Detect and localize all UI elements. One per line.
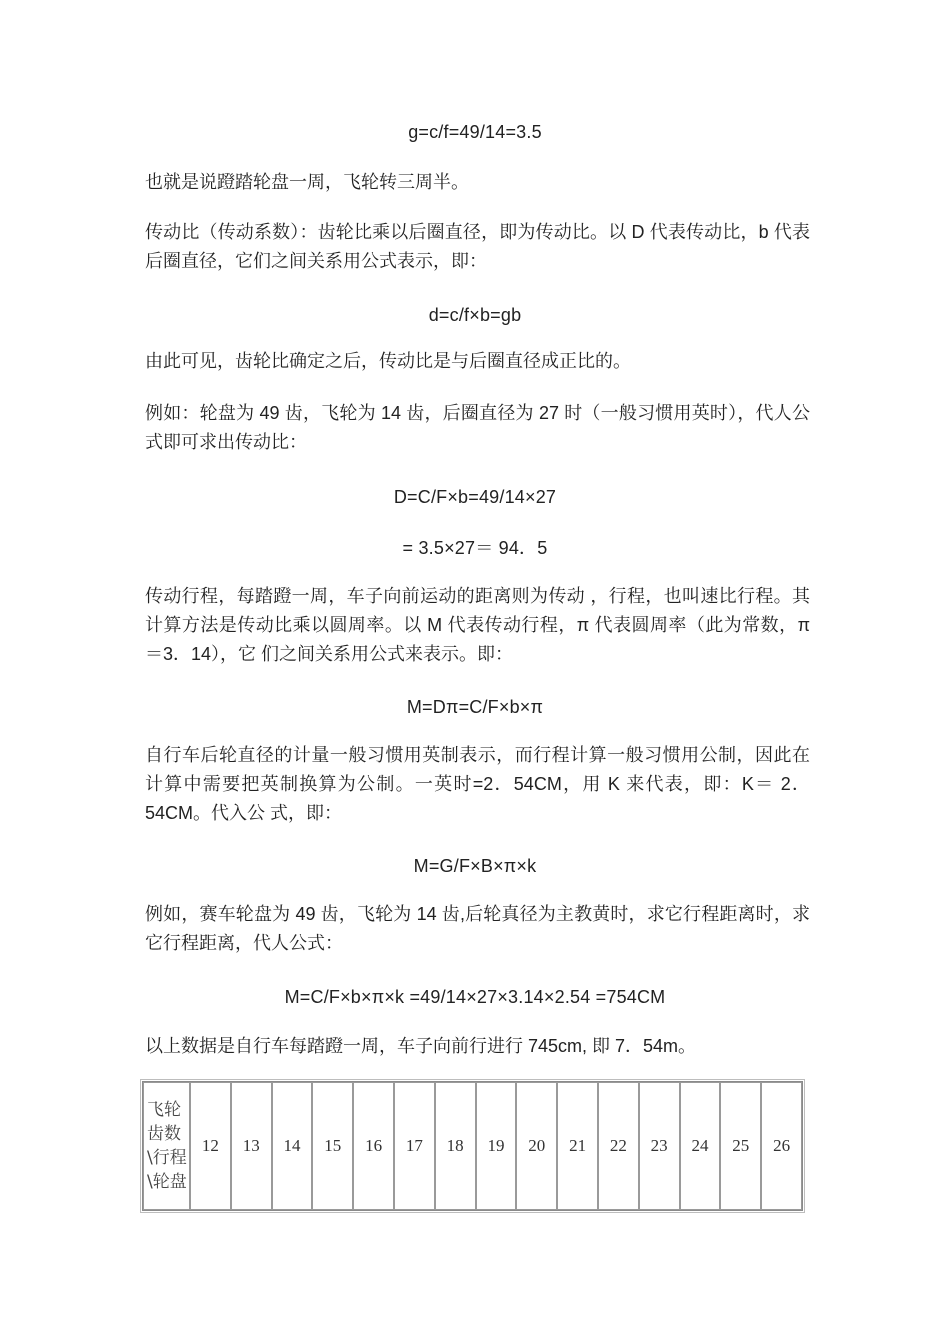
- formula-transmission-ratio: d=c/f×b=gb: [428, 305, 522, 325]
- paragraph-pedal-explanation: 也就是说蹬踏轮盘一周，飞轮转三周半。: [145, 172, 469, 192]
- table-cell: 23: [639, 1082, 680, 1210]
- formula-example-1b: = 3.5×27＝ 94．5: [402, 538, 548, 558]
- paragraph-proportional: 由此可见，齿轮比确定之后，传动比是与后圈直径成正比的。: [145, 351, 631, 371]
- paragraph-unit-conversion: 自行车后轮直径的计量一般习惯用英制表示，而行程计算一般习惯用公制，因此在计算中需要把英制换算为公制。一英时=2．54CM，用 K 来代表，即：K＝ 2．54CM。代入公 式，即：: [145, 745, 810, 823]
- paragraph-example-2: 例如，赛车轮盘为 49 齿，飞轮为 14 齿,后轮真径为主教黄时，求它行程距离时，求它行程距离，代人公式：: [145, 904, 810, 953]
- paragraph-transmission-ratio: 传动比（传动系数）：齿轮比乘以后圈直径，即为传动比。以 D 代表传动比，b 代表后圈直径，它们之间关系用公式表示，即：: [145, 222, 810, 271]
- formula-example-2: M=C/F×b×π×k =49/14×27×3.14×2.54 =754CM: [284, 987, 666, 1007]
- table-cell: 25: [720, 1082, 761, 1210]
- table-cell: 21: [557, 1082, 598, 1210]
- formula-example-1a: D=C/F×b=49/14×27: [393, 487, 557, 507]
- table-cell: 22: [598, 1082, 639, 1210]
- table-cell: 26: [761, 1082, 802, 1210]
- table-cell: 13: [231, 1082, 272, 1210]
- formula-gear-ratio: g=c/f=49/14=3.5: [408, 122, 542, 142]
- paragraph-transmission-travel: 传动行程，每踏蹬一周，车子向前运动的距离则为传动 ，行程，也叫速比行程。其计算方法是传动比乘以圆周率。以 M 代表传动行程，π 代表圆周率（此为常数，π＝3．14），它 们之间关系用公式来表示。即：: [145, 586, 810, 664]
- table-cell: 14: [272, 1082, 313, 1210]
- table-cell: 16: [353, 1082, 394, 1210]
- paragraph-result: 以上数据是自行车每踏蹬一周，车子向前行进行 745cm, 即 7．54m。: [145, 1036, 697, 1056]
- table-header-cell: 飞轮齿数\行程\轮盘: [143, 1082, 190, 1210]
- formula-travel: M=Dπ=C/F×b×π: [406, 697, 544, 717]
- gear-travel-table: [142, 1081, 803, 1211]
- table-cell: 20: [516, 1082, 557, 1210]
- table-cell: 24: [680, 1082, 721, 1210]
- table-cell: 15: [312, 1082, 353, 1210]
- table-cell: 18: [435, 1082, 476, 1210]
- table-cell: 12: [190, 1082, 231, 1210]
- table-cell: 19: [476, 1082, 517, 1210]
- table-row: [143, 1082, 802, 1210]
- paragraph-example-1: 例如：轮盘为 49 齿，飞轮为 14 齿，后圈直径为 27 时（一般习惯用英时），代人公式即可求出传动比：: [145, 403, 810, 452]
- formula-travel-metric: M=G/F×B×π×k: [413, 856, 537, 876]
- table-cell: 17: [394, 1082, 435, 1210]
